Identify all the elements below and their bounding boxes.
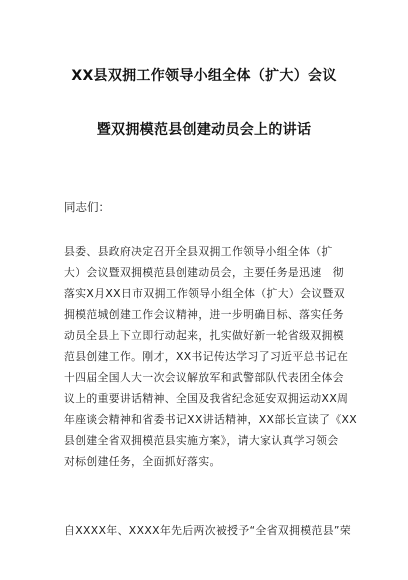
paragraph-1-line: 县委、县政府决定召开全县双拥工作领导小组全体（扩 — [64, 245, 333, 258]
paragraph-1-line: 动员全县上下立即行动起来，扎实做好新一轮省级双拥模 — [64, 329, 344, 342]
paragraph-1-line: 议上的重要讲话精神、全国及我省纪念延安双拥运动XX周 — [64, 392, 349, 405]
paragraph-1-line: 范县创建工作。刚才，XX书记传达学习了习近平总书记在 — [64, 350, 349, 363]
paragraph-1-line: 落实X月XX日市双拥工作领导小组全体（扩大）会议暨双 — [64, 287, 345, 300]
paragraph-1-line: 县创建全省双拥模范县实施方案》，请大家认真学习领会 — [64, 434, 339, 447]
paragraph-1-line: 对标创建任务，全面抓好落实。 — [64, 455, 221, 468]
paragraph-2-line: 自XXXX年、XXXX年先后两次被授予“全省双拥模范县”荣 — [64, 524, 352, 537]
greeting: 同志们： — [64, 200, 110, 214]
paragraph-1-line: 年座谈会精神和省委书记XX讲话精神，XX部长宣读了《XX — [64, 413, 358, 426]
paragraph-1-line: 十四届全国人大一次会议解放军和武警部队代表团全体会 — [64, 371, 344, 384]
paragraph-1-line: 大）会议暨双拥模范县创建动员会，主要任务是迅速 彻 — [64, 266, 344, 279]
paragraph-1-line: 拥模范城创建工作会议精神，进一步明确目标、落实任务 — [64, 308, 344, 321]
document-title-line-1: XX县双拥工作领导小组全体（扩大）会议 — [71, 68, 337, 84]
document-title-line-2: 暨双拥模范县创建动员会上的讲话 — [96, 122, 312, 138]
